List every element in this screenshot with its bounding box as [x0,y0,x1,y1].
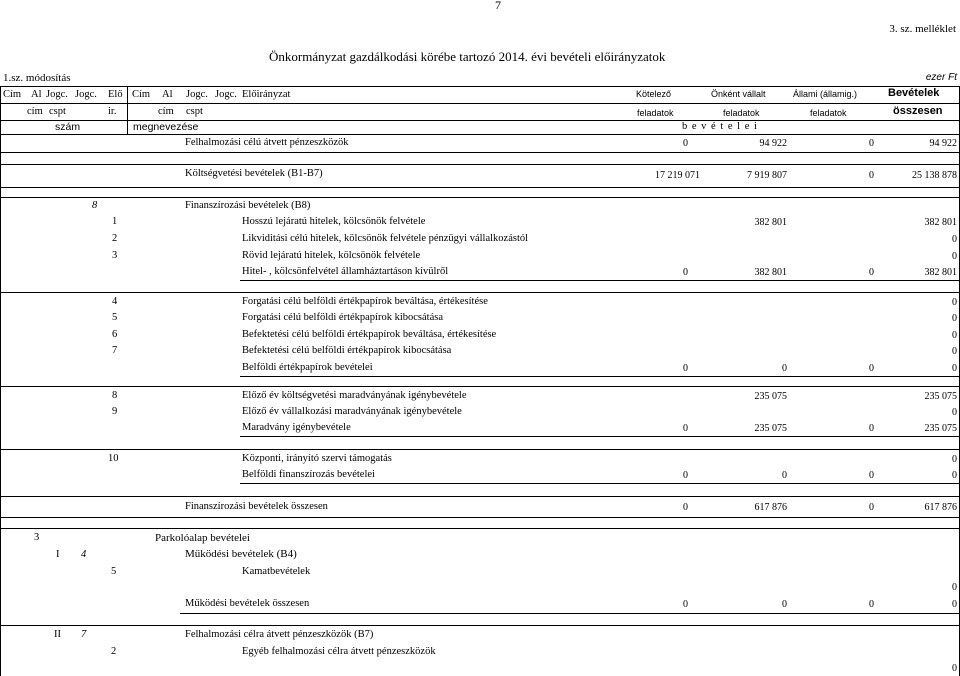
annex-label: 3. sz. melléklet [889,23,956,35]
row-fin-label: Finanszírozási bevételek (B8) [185,200,311,211]
row-forg2-osszesen: 0 [952,313,957,324]
header-feladatok-2: feladatok [723,108,760,118]
row-belf-fin-sum-osszesen: 0 [952,470,957,481]
row-hitel-sum-label: Hitel- , kölcsönfelvétel államháztartáson kívülről [242,266,449,277]
header-allami: Állami (államig.) [793,89,858,99]
row-belf-fin-sum-onkent: 0 [782,470,787,481]
row-likvid-label: Likviditási célú hitelek, kölcsönök felvétele pénzügyi vállalkozástól [242,233,529,244]
row-hosszu-onkent: 382 801 [754,217,787,228]
row-koltsegvetesi-label: Költségvetési bevételek (B1-B7) [185,168,323,179]
row-park-label: Parkolóalap bevételei [155,532,250,544]
row-felhalm-kotelezo: 0 [683,138,688,149]
row-maradv1-num: 8 [112,390,118,401]
row-fin-total-allami: 0 [869,502,874,513]
row-befekt1-label: Befektetési célú belföldi értékpapírok beváltása, értékesítése [242,329,497,340]
row-felhalm-osszesen: 94 922 [929,138,957,149]
row-belf-fin-sum-allami: 0 [869,470,874,481]
row-kamat-num: 5 [111,566,117,577]
row-mukodesi-label: Működési bevételek (B4) [185,548,297,560]
row-maradv-sum-onkent: 235 075 [754,423,787,434]
row-kozponti-osszesen: 0 [952,454,957,465]
row-ertekpapir-sum-osszesen: 0 [952,363,957,374]
header-r2-cim-2: cím [158,106,174,117]
header-jogc-2: Jogc. [75,89,97,100]
modification-label: 1.sz. módosítás [3,72,71,84]
row-maradv1-onkent: 235 075 [754,391,787,402]
row-muk-total-label: Működési bevételek összesen [185,598,310,609]
row-muk-total-onkent: 0 [782,599,787,610]
header-al-2: Al [162,89,173,100]
row-belf-fin-sum-kotelezo: 0 [683,470,688,481]
row-park-num: 3 [34,532,40,543]
header-szam: szám [55,121,81,133]
unit-label: ezer Ft [925,72,957,83]
row-rovid-osszesen: 0 [952,251,957,262]
row-koltsegvetesi-onkent: 7 919 807 [747,170,787,181]
row-kozponti-num: 10 [108,453,119,464]
header-r2-cspt: cspt [49,106,66,117]
row-kamat-label: Kamatbevételek [242,566,311,577]
header-jogc-1: Jogc. [46,89,68,100]
header-cim: Cím [3,89,22,100]
row-befekt2-osszesen: 0 [952,346,957,357]
row-hosszu-osszesen: 382 801 [924,217,957,228]
row-mukodesi-num: 4 [81,549,87,560]
header-osszesen: összesen [893,105,943,117]
row-hitel-sum-onkent: 382 801 [754,267,787,278]
row-felh-label: Felhalmozási célra átvett pénzeszközök (B7) [185,629,374,640]
row-muk-total-allami: 0 [869,599,874,610]
row-forg2-num: 5 [112,312,118,323]
row-egyeb-num: 2 [111,646,117,657]
row-kamat-osszesen: 0 [952,582,957,593]
row-muk-total-osszesen: 0 [952,599,957,610]
header-kotelezo: Kötelező [636,89,672,99]
row-maradv2-num: 9 [112,406,118,417]
header-bevetelei: b e v é t e l e i [682,121,758,132]
row-ertekpapir-sum-onkent: 0 [782,363,787,374]
row-hosszu-num: 1 [112,216,118,227]
row-mukodesi-roman: I [56,549,60,560]
page-number: 7 [495,0,501,12]
row-forg1-num: 4 [112,296,118,307]
row-rovid-label: Rövid lejáratú hitelek, kölcsönök felvétele [242,250,421,261]
row-likvid-num: 2 [112,233,118,244]
page-title: Önkormányzat gazdálkodási körébe tartozó 2014. évi bevételi előirányzatok [269,49,666,64]
header-al: Al [31,89,42,100]
row-koltsegvetesi-osszesen: 25 138 878 [912,170,957,181]
row-egyeb-label: Egyéb felhalmozási célra átvett pénzeszközök [242,646,436,657]
row-maradv-sum-kotelezo: 0 [683,423,688,434]
row-maradv1-label: Előző év költségvetési maradványának igénybevétele [242,390,467,401]
row-felhalm-allami: 0 [869,138,874,149]
header-elo: Elő [108,89,123,100]
row-koltsegvetesi-kotelezo: 17 219 071 [655,170,700,181]
row-maradv1-osszesen: 235 075 [924,391,957,402]
row-belf-fin-sum-label: Belföldi finanszírozás bevételei [242,469,375,480]
row-maradv-sum-allami: 0 [869,423,874,434]
header-feladatok-1: feladatok [637,108,674,118]
row-muk-total-kotelezo: 0 [683,599,688,610]
row-maradv2-osszesen: 0 [952,407,957,418]
row-ertekpapir-sum-allami: 0 [869,363,874,374]
row-kozponti-label: Központi, irányító szervi támogatás [242,453,392,464]
row-hitel-sum-kotelezo: 0 [683,267,688,278]
row-rovid-num: 3 [112,250,118,261]
header-onkent: Önként vállalt [711,89,766,99]
row-maradv-sum-osszesen: 235 075 [924,423,957,434]
row-koltsegvetesi-allami: 0 [869,170,874,181]
row-likvid-osszesen: 0 [952,234,957,245]
row-forg1-osszesen: 0 [952,297,957,308]
header-feladatok-3: feladatok [810,108,847,118]
row-befekt1-num: 6 [112,329,118,340]
row-fin-total-label: Finanszírozási bevételek összesen [185,501,328,512]
row-hitel-sum-allami: 0 [869,267,874,278]
row-fin-num: 8 [92,200,98,211]
row-egyeb-osszesen: 0 [952,663,957,674]
row-fin-total-osszesen: 617 876 [924,502,957,513]
row-felhalm-onkent: 94 922 [759,138,787,149]
header-cim-2: Cím [132,89,151,100]
row-befekt1-osszesen: 0 [952,330,957,341]
row-befekt2-num: 7 [112,345,118,356]
row-maradv2-label: Előző év vállalkozási maradványának igénybevétele [242,406,462,417]
row-fin-total-onkent: 617 876 [754,502,787,513]
row-maradv-sum-label: Maradvány igénybevétele [242,422,351,433]
row-befekt2-label: Befektetési célú belföldi értékpapírok kibocsátása [242,345,452,356]
row-felh-num: 7 [81,629,87,640]
header-r2-ir: ir. [108,106,117,117]
header-r2-cim: cím [27,106,43,117]
row-hitel-sum-osszesen: 382 801 [924,267,957,278]
header-jogc-4: Jogc. [215,89,237,100]
row-forg2-label: Forgatási célú belföldi értékpapírok kibocsátása [242,312,443,323]
row-ertekpapir-sum-label: Belföldi értékpapírok bevételei [242,362,373,373]
header-r2-cspt-2: cspt [186,106,203,117]
row-felh-roman: II [54,629,61,640]
row-ertekpapir-sum-kotelezo: 0 [683,363,688,374]
row-forg1-label: Forgatási célú belföldi értékpapírok beváltása, értékesítése [242,296,488,307]
header-eloiranyzat: Előirányzat [242,89,291,100]
header-bevetelek: Bevételek [888,87,940,99]
header-jogc-3: Jogc. [186,89,208,100]
header-megnevezese: megnevezése [133,121,199,133]
row-hosszu-label: Hosszú lejáratú hitelek, kölcsönök felvétele [242,216,426,227]
row-fin-total-kotelezo: 0 [683,502,688,513]
row-felhalm-label: Felhalmozási célú átvett pénzeszközök [185,137,349,148]
